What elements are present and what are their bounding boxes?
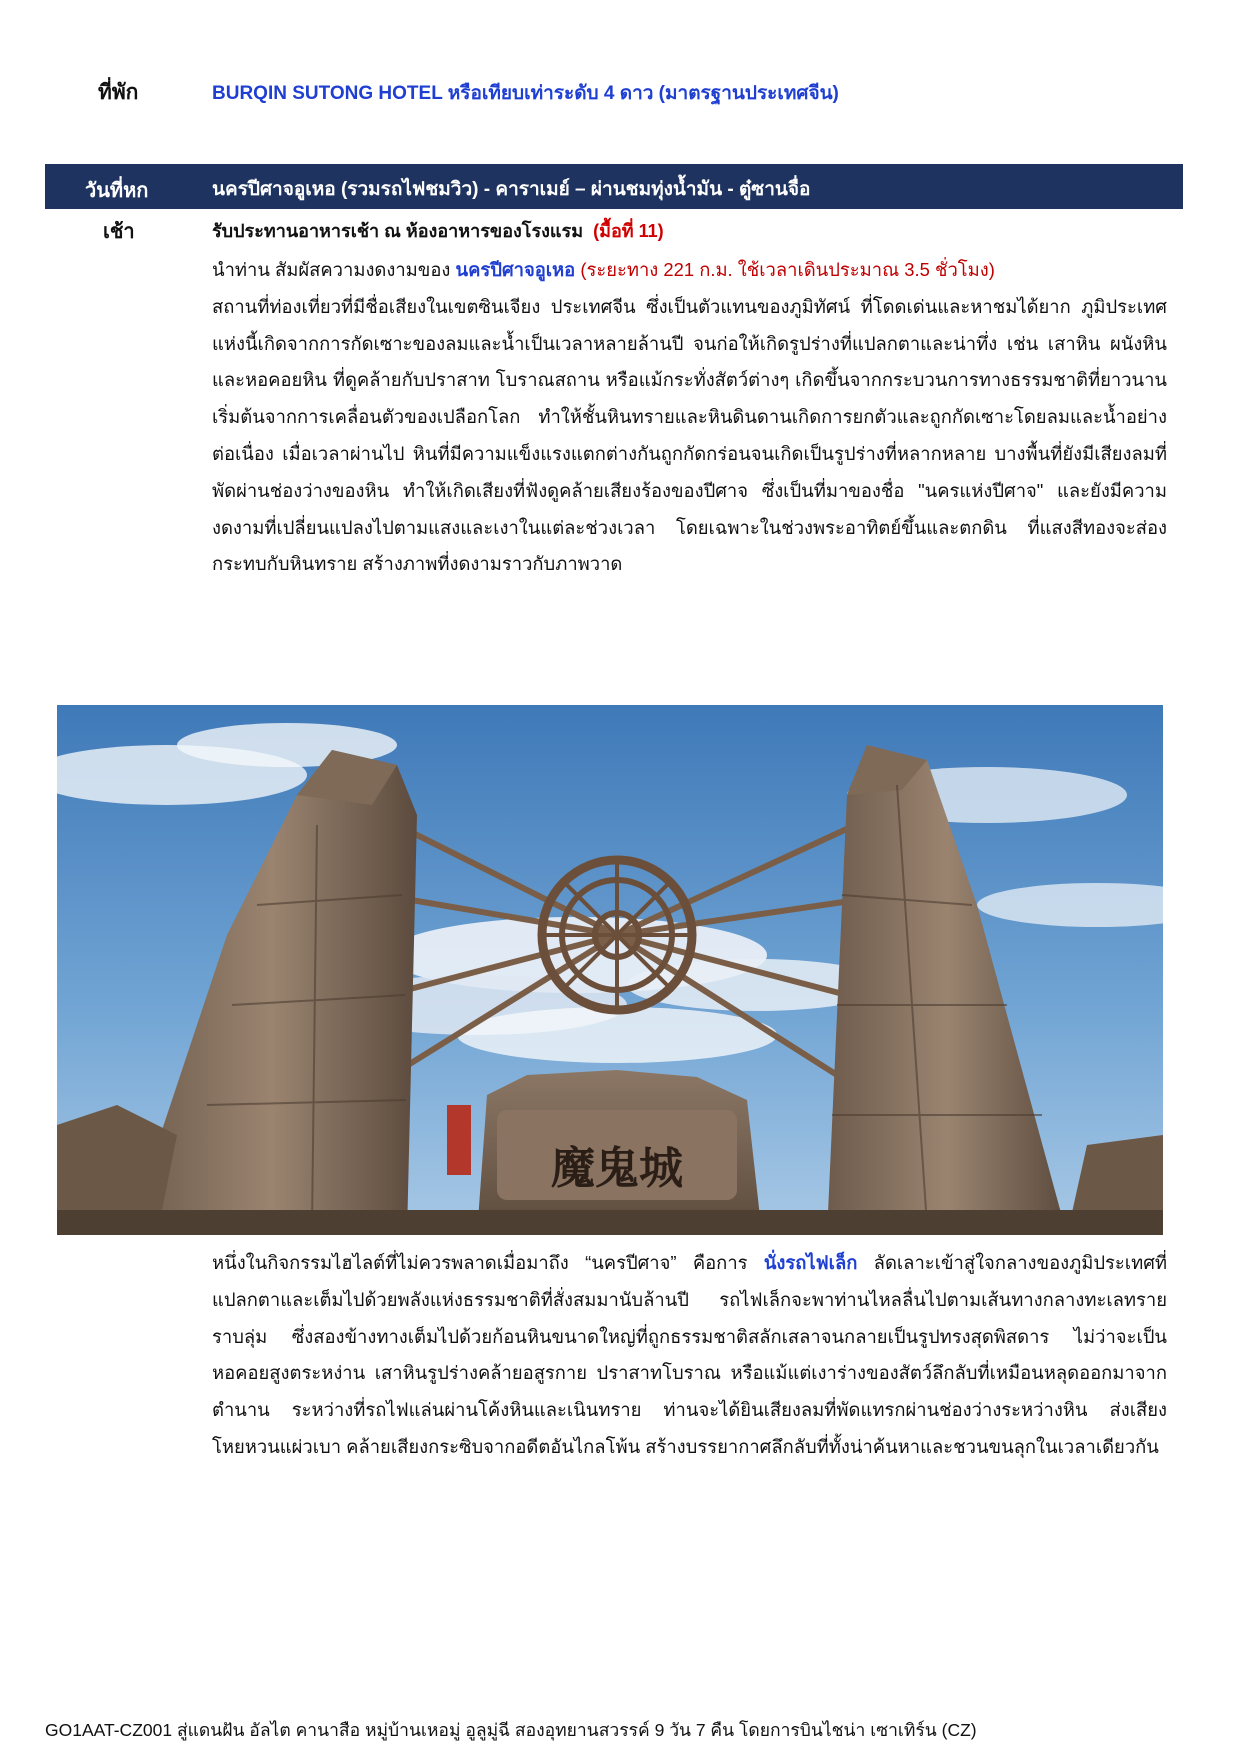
breakfast-label: เช้า [103, 221, 135, 243]
hotel-row [0, 72, 1241, 112]
intro-lead: นำท่าน สัมผัสความงดงามของ [212, 259, 456, 280]
hotel-label: ที่พัก [98, 81, 139, 104]
footer-text: GO1AAT-CZ001 สู่แดนฝัน อัลไต คานาสือ หมู่บ้านเหอมู่ อูลูมู่ฉี สองอุทยานสวรรค์ 9 วัน 7 คืน โดยการบินไชน่า เซาเทิร์น (CZ) [45, 1720, 977, 1740]
day-route: นครปีศาจอูเหอ (รวมรถไฟชมวิว) - คาราเมย์ – ผ่านชมทุ่งน้ำมัน - ตู๋ซานจื่อ [212, 179, 811, 200]
intro-paragraph [212, 252, 1167, 583]
train-lead: หนึ่งในกิจกรรมไฮไลต์ที่ไม่ควรพลาดเมื่อมาถึง “นครปีศาจ” คือการ [212, 1252, 764, 1273]
train-body: ลัดเลาะเข้าสู่ใจกลางของภูมิประเทศที่แปลกตาและเต็มไปด้วยพลังแห่งธรรมชาติที่สั่งสมมานับล้านปี รถไฟเล็กจะพาท่านไหลลื่นไปตามเส้นทางกลางทะเลทรายราบลุ่ม ซึ่งสองข้างทางเต็มไปด้วยก้อนหินขนาดใหญ่ที่ถูกธรรมชาติสลักเสลาจนกลายเป็นรูปทรงสุดพิสดาร ไม่ว่าจะเป็นหอคอยสูงตระหง่าน เสาหินรูปร่างคล้ายอสูรกาย ปราสาทโบราณ หรือแม้แต่เงาร่างของสัตว์ลึกลับที่เหมือนหลุดออกมาจากตำนาน ระหว่างที่รถไฟแล่นผ่านโค้งหินและเนินทราย ท่านจะได้ยินเสียงลมที่พัดแทรกผ่านช่องว่างระหว่างหิน ส่งเสียงโหยหวนแผ่วเบา คล้ายเสียงกระซิบจากอดีตอันไกลโพ้น สร้างบรรยากาศลึกลับที่ทั้งน่าค้นหาและชวนขนลุกในเวลาเดียวกัน [212, 1252, 1168, 1457]
hotel-name: BURQIN SUTONG HOTEL หรือเทียบเท่าระดับ 4 ดาว (มาตรฐานประเทศจีน) [212, 83, 839, 104]
breakfast-description: รับประทานอาหารเช้า ณ ห้องอาหารของโรงแรม [212, 221, 584, 241]
destination-name: นครปีศาจอูเหอ [455, 259, 576, 280]
meal-number: (มื้อที่ 11) [593, 221, 664, 241]
intro-body: สถานที่ท่องเที่ยวที่มีชื่อเสียงในเขตซินเจียง ประเทศจีน ซึ่งเป็นตัวแทนของภูมิทัศน์ ที่โดดเด่นและหาชมได้ยาก ภูมิประเทศแห่งนี้เกิดจากการกัดเซาะของลมและน้ำเป็นเวลาหลายล้านปี จนก่อให้เกิดรูปร่างที่แปลกตาและน่าทึ่ง เช่น เสาหิน ผนังหิน และหอคอยหิน ที่ดูคล้ายกับปราสาท โบราณสถาน หรือแม้กระทั่งสัตว์ต่างๆ เกิดขึ้นจากกระบวนการทางธรรมชาติที่ยาวนาน เริ่มต้นจากการเคลื่อนตัวของเปลือกโลก ทำให้ชั้นหินทรายและหินดินดานเกิดการยกตัวและถูกกัดเซาะโดยลมและน้ำอย่างต่อเนื่อง เมื่อเวลาผ่านไป หินที่มีความแข็งแรงแตกต่างกันถูกกัดกร่อนจนเกิดเป็นรูปร่างที่หลากหลาย บางพื้นที่ยังมีเสียงลมที่พัดผ่านช่องว่างของหิน ทำให้เกิดเสียงที่ฟังดูคล้ายเสียงร้องของปีศาจ ซึ่งเป็นที่มาของชื่อ "นครแห่งปีศาจ" และยังมีความงดงามที่เปลี่ยนแปลงไปตามแสงและเงาในแต่ละช่วงเวลา โดยเฉพาะในช่วงพระอาทิตย์ขึ้นและตกดิน ที่แสงสีทองจะส่องกระทบกับหินทราย สร้างภาพที่งดงามราวกับภาพวาด [212, 295, 1167, 575]
distance-note: (ระยะทาง 221 ก.ม. ใช้เวลาเดินประมาณ 3.5 ชั่วโมง) [575, 259, 995, 280]
day-header-bar [45, 164, 1183, 209]
devil-city-gate-photo [57, 705, 1163, 1235]
train-paragraph [212, 1245, 1167, 1466]
day-label: วันที่หก [85, 180, 149, 202]
gate-sign-text: 魔鬼城 [551, 1143, 683, 1194]
train-highlight: นั่งรถไฟเล็ก [763, 1252, 858, 1273]
breakfast-row [0, 212, 1241, 248]
breakfast-text [212, 216, 664, 245]
